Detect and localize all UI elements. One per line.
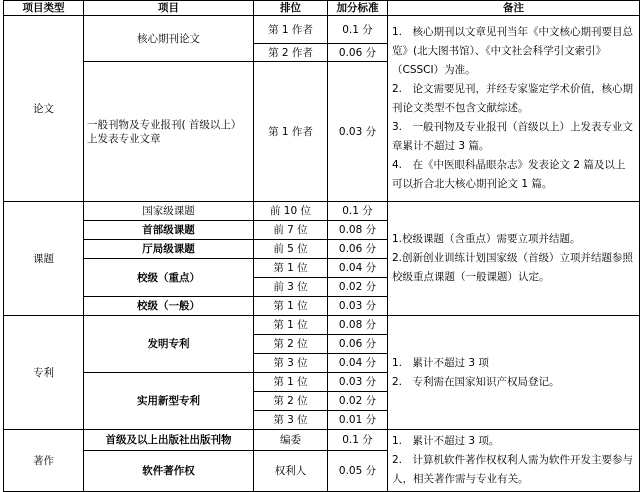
- score-cell: 0.1 分: [328, 202, 388, 221]
- item-invention-patent: 发明专利: [84, 316, 254, 373]
- header-rank: 排位: [254, 1, 328, 16]
- item-software-copyright: 软件著作权: [84, 450, 254, 491]
- header-type: 项目类型: [4, 1, 84, 16]
- note-line: 1.校级课题（含重点）需要立项并结题。: [392, 233, 581, 245]
- score-cell: 0.03 分: [328, 373, 388, 392]
- rank-cell: 权利人: [254, 450, 328, 491]
- rank-cell: 前 10 位: [254, 202, 328, 221]
- notes-project: [388, 202, 640, 316]
- header-notes: 备注: [388, 1, 640, 16]
- item-publication: 首级及以上出版社出版刊物: [84, 430, 254, 451]
- type-project: 课题: [4, 202, 84, 316]
- item-school-general-project: 校级（一般）: [84, 297, 254, 316]
- note-line: 2. 专利需在国家知识产权局登记。: [392, 375, 560, 388]
- notes-patent: [388, 316, 640, 430]
- rank-cell: 第 2 位: [254, 335, 328, 354]
- rank-cell: 第 1 位: [254, 373, 328, 392]
- rank-cell: 第 2 作者: [254, 44, 328, 62]
- item-utility-patent: 实用新型专利: [84, 373, 254, 430]
- rank-cell: 第 1 位: [254, 316, 328, 335]
- score-cell: 0.06 分: [328, 335, 388, 354]
- rank-cell: 第 3 位: [254, 354, 328, 373]
- score-cell: 0.01 分: [328, 411, 388, 430]
- item-school-key-project: 校级（重点）: [84, 259, 254, 297]
- rank-cell: 第 2 位: [254, 392, 328, 411]
- rank-cell: 第 1 作者: [254, 16, 328, 44]
- score-cell: 0.03 分: [328, 62, 388, 202]
- score-cell: 0.03 分: [328, 297, 388, 316]
- type-work: 著作: [4, 430, 84, 492]
- note-line: 1. 累计不超过 3 项。: [392, 435, 500, 447]
- item-core-journal: 核心期刊论文: [84, 16, 254, 62]
- rank-cell: 编委: [254, 430, 328, 451]
- item-general-journal: 一般刊物及专业报刊( 首级以上）上发表专业文章: [84, 62, 254, 202]
- bonus-criteria-table: [3, 0, 640, 492]
- note-line: 2. 计算机软件著作权权利人需为软件开发主要参与人，相关著作需与专业有关。: [392, 454, 634, 485]
- score-cell: 0.1 分: [328, 16, 388, 44]
- rank-cell: 第 3 位: [254, 411, 328, 430]
- score-cell: 0.08 分: [328, 221, 388, 240]
- note-line: 2. 论文需要见刊，并经专家鉴定学术价值，核心期刊论文类型不包含文献综述。: [392, 83, 634, 114]
- header-row: [4, 1, 640, 16]
- score-cell: 0.1 分: [328, 430, 388, 451]
- rank-cell: 第 1 位: [254, 259, 328, 278]
- score-cell: 0.02 分: [328, 278, 388, 297]
- notes-work: [388, 430, 640, 492]
- header-item: 项目: [84, 1, 254, 16]
- rank-cell: 前 3 位: [254, 278, 328, 297]
- item-bureau-project: 厅局级课题: [84, 240, 254, 259]
- score-cell: 0.02 分: [328, 392, 388, 411]
- note-line: 3. 一般刊物及专业报刊（首级以上）上发表专业文章累计不超过 3 篇。: [392, 121, 634, 152]
- item-provincial-project: 首部级课题: [84, 221, 254, 240]
- score-cell: 0.08 分: [328, 316, 388, 335]
- table-row: [4, 430, 640, 451]
- header-score: 加分标准: [328, 1, 388, 16]
- note-line: 4. 在《中医眼科晶眼杂志》发表论文 2 篇及以上可以折合北大核心期刊论文 1 篇。: [392, 159, 626, 190]
- item-national-project: 国家级课题: [84, 202, 254, 221]
- type-patent: 专利: [4, 316, 84, 430]
- note-line: 1. 核心期刊以文章见刊当年《中文核心期刊要目总览》(北大图书馆）、《中文社会科学引文索引》（CSSCI）为准。: [392, 26, 634, 76]
- rank-cell: 第 1 位: [254, 297, 328, 316]
- score-cell: 0.05 分: [328, 450, 388, 491]
- score-cell: 0.04 分: [328, 354, 388, 373]
- note-line: 2.创新创业训练计划国家级（首级）立项并结题参照校级重点课题（一般课题）认定。: [392, 252, 634, 283]
- score-cell: 0.04 分: [328, 259, 388, 278]
- score-cell: 0.06 分: [328, 240, 388, 259]
- rank-cell: 第 1 作者: [254, 62, 328, 202]
- type-paper: 论文: [4, 16, 84, 202]
- score-cell: 0.06 分: [328, 44, 388, 62]
- rank-cell: 前 7 位: [254, 221, 328, 240]
- table-row: [4, 316, 640, 335]
- rank-cell: 前 5 位: [254, 240, 328, 259]
- table-row: [4, 16, 640, 44]
- table-row: [4, 202, 640, 221]
- notes-paper: [388, 16, 640, 202]
- note-line: 1. 累计不超过 3 项: [392, 356, 489, 369]
